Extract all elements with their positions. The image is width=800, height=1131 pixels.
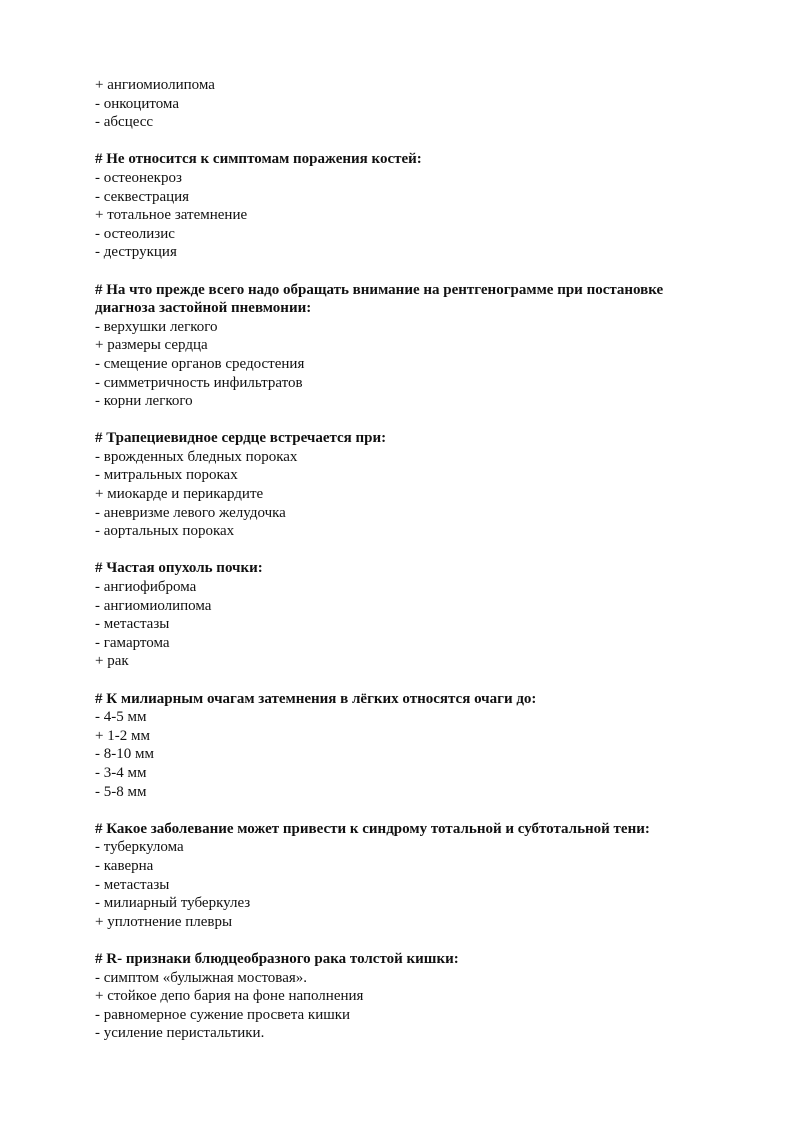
- answer-option: - врожденных бледных пороках: [95, 448, 298, 465]
- answer-option: - секвестрация: [95, 188, 190, 205]
- answer-option: - корни легкого: [95, 393, 193, 410]
- question-title-line: # Частая опухоль почки:: [95, 560, 263, 577]
- answer-option: + стойкое депо бария на фоне наполнения: [95, 988, 364, 1005]
- answer-option: + ангиомиолипома: [95, 77, 215, 93]
- question-block: [95, 150, 715, 262]
- answer-option: - метастазы: [95, 616, 170, 633]
- answer-option: - 3-4 мм: [95, 764, 147, 781]
- question-title: [95, 950, 715, 969]
- answer-option: - равномерное сужение просвета кишки: [95, 1006, 351, 1023]
- question-block: [95, 429, 715, 541]
- answer-option: + размеры сердца: [95, 337, 208, 354]
- question-block: [95, 950, 715, 1043]
- spacer: [95, 541, 715, 560]
- answer-option: - деструкция: [95, 244, 177, 261]
- answer-option: - остеолизис: [95, 225, 175, 242]
- answer-option: - митральных пороках: [95, 467, 238, 484]
- question-title-line: диагноза застойной пневмонии:: [95, 300, 312, 317]
- answer-option: - туберкулома: [95, 839, 184, 856]
- document-page: [95, 76, 715, 1043]
- answer-option: - абсцесс: [95, 114, 154, 131]
- question-title-line: # R- признаки блюдцеобразного рака толстой кишки:: [95, 950, 459, 967]
- question-block: [95, 559, 715, 671]
- answer-option: - аортальных пороках: [95, 523, 235, 540]
- question-block: [95, 820, 715, 932]
- question-title: [95, 690, 715, 709]
- answer-option: - симметричность инфильтратов: [95, 374, 303, 391]
- answer-option: - 8-10 мм: [95, 746, 154, 763]
- answer-option: - верхушки легкого: [95, 318, 218, 335]
- spacer: [95, 931, 715, 950]
- answer-option: - смещение органов средостения: [95, 355, 305, 372]
- spacer: [95, 262, 715, 281]
- question-title-line: # На что прежде всего надо обращать внимание на рентгенограмме при постановке: [95, 281, 664, 298]
- question-title: [95, 559, 715, 578]
- question-title-line: # Не относится к симптомам поражения костей:: [95, 151, 422, 168]
- intro-answer-list: [95, 76, 715, 132]
- answer-option: + 1-2 мм: [95, 727, 150, 744]
- answer-option: - каверна: [95, 857, 154, 874]
- answer-option: - гамартома: [95, 634, 170, 651]
- question-title: [95, 150, 715, 169]
- answer-option: - 5-8 мм: [95, 783, 147, 800]
- answer-option: - 4-5 мм: [95, 709, 147, 726]
- answer-option: - аневризме левого желудочка: [95, 504, 286, 521]
- question-title: [95, 820, 715, 839]
- answer-option: - метастазы: [95, 876, 170, 893]
- answer-option: + тотальное затемнение: [95, 207, 248, 224]
- question-title-line: # Трапециевидное сердце встречается при:: [95, 430, 387, 447]
- answer-option: - симптом «булыжная мостовая».: [95, 969, 307, 986]
- answer-option: + миокарде и перикардите: [95, 486, 264, 503]
- question-title: [95, 281, 715, 318]
- question-block: [95, 281, 715, 411]
- answer-option: - онкоцитома: [95, 95, 179, 112]
- answer-option: - усиление перистальтики.: [95, 1025, 265, 1042]
- question-title-line: # Какое заболевание может привести к синдрому тотальной и субтотальной тени:: [95, 820, 650, 837]
- spacer: [95, 801, 715, 820]
- answer-option: - милиарный туберкулез: [95, 895, 251, 912]
- answer-option: + рак: [95, 653, 129, 670]
- question-block: [95, 690, 715, 802]
- answer-option: - ангиофиброма: [95, 579, 197, 596]
- answer-option: + уплотнение плевры: [95, 913, 233, 930]
- question-title: [95, 429, 715, 448]
- spacer: [95, 132, 715, 151]
- spacer: [95, 411, 715, 430]
- question-title-line: # К милиарным очагам затемнения в лёгких относятся очаги до:: [95, 690, 537, 707]
- spacer: [95, 671, 715, 690]
- answer-option: - ангиомиолипома: [95, 597, 212, 614]
- answer-option: - остеонекроз: [95, 169, 182, 186]
